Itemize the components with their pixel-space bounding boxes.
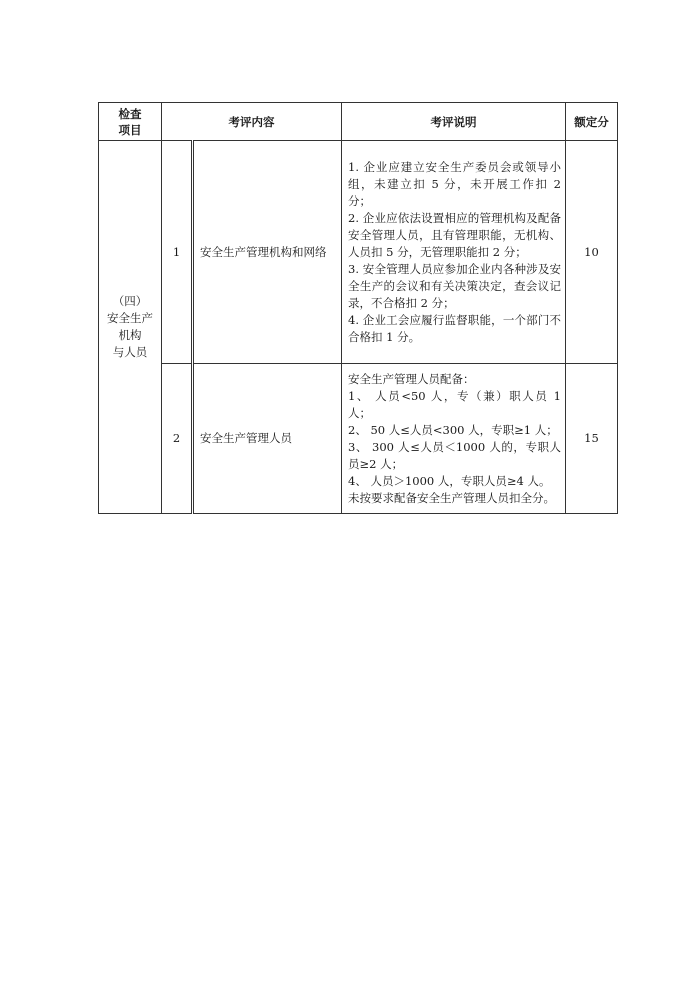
description-line: 3、 300 人≤人员＜1000 人的，专职人员≥2 人； [348,439,561,471]
description-line: 2、 50 人≤人员<300 人，专职≥1 人； [348,422,558,437]
row-content: 安全生产管理机构和网络 [193,141,342,364]
header-description: 考评说明 [342,103,566,141]
row-score: 10 [566,141,618,364]
category-line: 与人员 [112,345,148,359]
row-number: 2 [162,364,193,514]
description-line: 2. 企业应依法设置相应的管理机构及配备安全管理人员，且有管理职能，无机构、人员扣 5 分，无管理职能扣 2 分； [348,210,561,259]
header-item-line2: 项目 [118,122,142,137]
header-content: 考评内容 [162,103,342,141]
description-line: 安全生产管理人员配备： [348,371,475,386]
description-line: 3. 安全管理人员应参加企业内各种涉及安全生产的会议和有关决策决定，查会议记录，不合格扣 2 分； [348,261,561,310]
category-line: （四） [112,294,148,308]
row-score: 15 [566,364,618,514]
row-description [342,364,566,514]
table-row [99,364,618,514]
category-cell [99,141,162,514]
header-item-line1: 检查 [118,106,142,121]
description-line: 4、 人员＞1000 人，专职人员≥4 人。 [348,473,551,488]
description-line: 未按要求配备安全生产管理人员扣全分。 [348,490,555,505]
header-score: 额定分 [566,103,618,141]
row-description [342,141,566,364]
description-line: 1. 企业应建立安全生产委员会或领导小组，未建立扣 5 分，未开展工作扣 2 分； [348,159,561,208]
row-content: 安全生产管理人员 [193,364,342,514]
evaluation-table [98,102,618,514]
row-number: 1 [162,141,193,364]
header-row [99,103,618,141]
table-row [99,141,618,364]
category-line: 安全生产 [107,311,153,325]
header-item [99,103,162,141]
description-line: 4. 企业工会应履行监督职能，一个部门不合格扣 1 分。 [348,312,561,344]
description-line: 1、 人员<50 人，专（兼）职人员 1 人； [348,388,561,420]
category-line: 机构 [118,328,142,342]
